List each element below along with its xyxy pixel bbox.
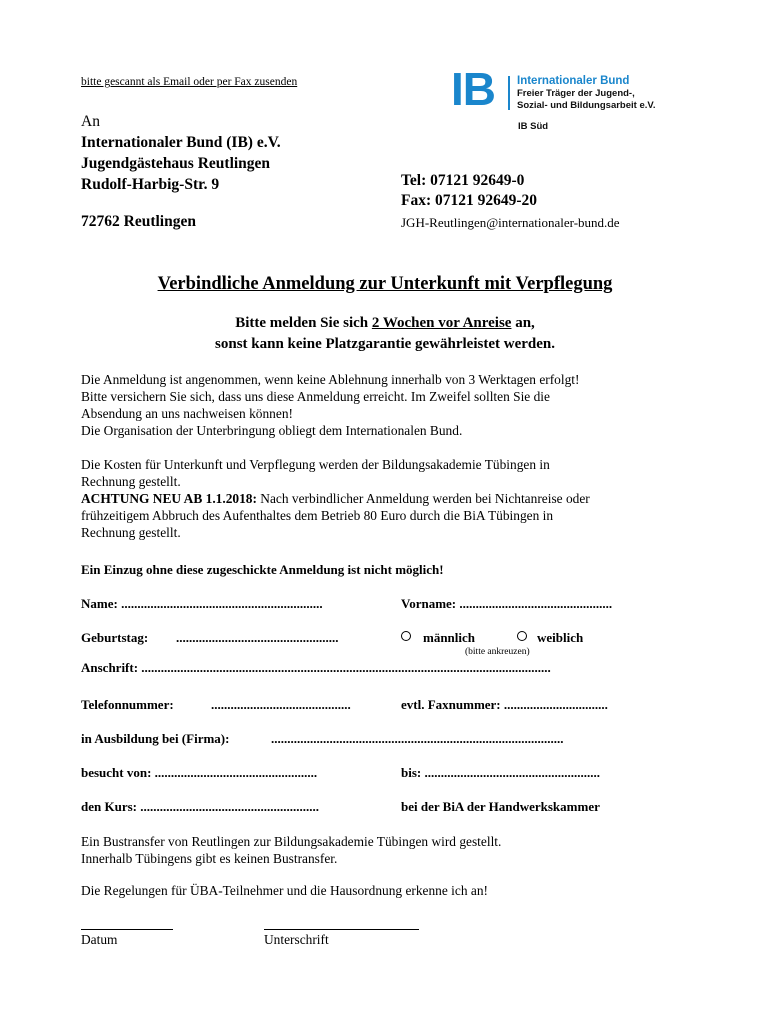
ausbildung-field[interactable]: .......................................................................................... xyxy=(271,731,564,746)
address-to: An xyxy=(81,113,100,130)
ib-logo xyxy=(451,63,671,142)
faxnummer-field[interactable]: evtl. Faxnummer: ................................ xyxy=(401,697,608,712)
acceptance-info: Die Anmeldung ist angenommen, wenn keine Ablehnung innerhalb von 3 Werktagen erfolgt! Bitte versichern Sie sich, dass uns diese Anmeldung erreicht. Im Zweifel sollten Sie die Absendung an uns nachweisen können! Die Organisation der Unterbringung obliegt dem Internationalen Bund. xyxy=(81,372,580,438)
vorname-field[interactable]: Vorname: ............................................... xyxy=(401,596,613,611)
ausbildung-label: in Ausbildung bei (Firma): xyxy=(81,731,230,746)
anschrift-field[interactable]: Anschrift: .............................................................................................................................. xyxy=(81,660,551,675)
send-instruction: bitte gescannt als Email oder per Fax zusenden xyxy=(81,76,298,88)
telefon-label: Telefonnummer: xyxy=(81,697,174,712)
besucht-von-field[interactable]: besucht von: .................................................. xyxy=(81,765,318,780)
subtitle xyxy=(0,313,770,355)
recipient-address xyxy=(81,111,281,195)
bis-field[interactable]: bis: ...................................................... xyxy=(401,765,600,780)
ankreuzen-hint: (bitte ankreuzen) xyxy=(465,647,530,657)
radio-circle-icon[interactable] xyxy=(517,631,527,641)
address-org: Internationaler Bund (IB) e.V. xyxy=(81,134,281,151)
rules-acknowledgement: Die Regelungen für ÜBA-Teilnehmer und die Hausordnung erkenne ich an! xyxy=(81,883,488,898)
subtitle-line-1: Bitte melden Sie sich 2 Wochen vor Anreise an, xyxy=(235,315,535,331)
cost-info: Die Kosten für Unterkunft und Verpflegung werden der Bildungsakademie Tübingen in Rechnung gestellt. ACHTUNG NEU AB 1.1.2018: Nach verbindlicher Anmeldung werden bei Nichtanreise oder frühzeitigem Abbruch des Aufenthaltes dem Betrieb 80 Euro durch die BiA Tübingen in Rechnung gestellt. xyxy=(81,457,590,540)
transfer-info: Ein Bustransfer von Reutlingen zur Bildungsakademie Tübingen wird gestellt. Innerhalb Tübingens gibt es keinen Bustransfer. xyxy=(81,834,502,866)
ib-logo-mark: IB xyxy=(451,63,495,115)
bia-label: bei der BiA der Handwerkskammer xyxy=(401,799,600,814)
datum-line[interactable] xyxy=(81,929,173,930)
contact-fax: Fax: 07121 92649-20 xyxy=(401,192,538,209)
geburtstag-field[interactable]: .................................................. xyxy=(176,630,339,645)
name-field[interactable]: Name: .............................................................. xyxy=(81,596,323,611)
page-title: Verbindliche Anmeldung zur Unterkunft mit Verpflegung xyxy=(157,274,613,294)
unterschrift-label: Unterschrift xyxy=(264,932,329,947)
geburtstag-label: Geburtstag: xyxy=(81,630,149,645)
logo-divider xyxy=(508,76,510,110)
kurs-field[interactable]: den Kurs: ....................................................... xyxy=(81,799,319,814)
contact-tel: Tel: 07121 92649-0 xyxy=(401,172,525,189)
logo-tagline-2: Sozial- und Bildungsarbeit e.V. xyxy=(517,100,656,111)
gender-female-option[interactable]: weiblich xyxy=(517,630,583,646)
address-house: Jugendgästehaus Reutlingen xyxy=(81,155,271,172)
address-city: 72762 Reutlingen xyxy=(81,213,196,230)
subtitle-line-2: sonst kann keine Platzgarantie gewährleistet werden. xyxy=(215,336,555,352)
datum-label: Datum xyxy=(81,932,118,947)
address-street: Rudolf-Harbig-Str. 9 xyxy=(81,176,220,193)
gender-male-option[interactable]: männlich xyxy=(401,630,475,646)
warning-text: Ein Einzug ohne diese zugeschickte Anmeldung ist nicht möglich! xyxy=(81,562,444,577)
unterschrift-line[interactable] xyxy=(264,929,419,930)
logo-region: IB Süd xyxy=(518,121,549,132)
achtung-label: ACHTUNG NEU AB 1.1.2018: xyxy=(81,491,257,506)
logo-tagline-1: Freier Träger der Jugend-, xyxy=(517,88,635,99)
telefon-field[interactable]: ........................................... xyxy=(211,697,351,712)
contact-email: JGH-Reutlingen@internationaler-bund.de xyxy=(401,215,620,230)
radio-circle-icon[interactable] xyxy=(401,631,411,641)
logo-org-name: Internationaler Bund xyxy=(517,75,630,87)
